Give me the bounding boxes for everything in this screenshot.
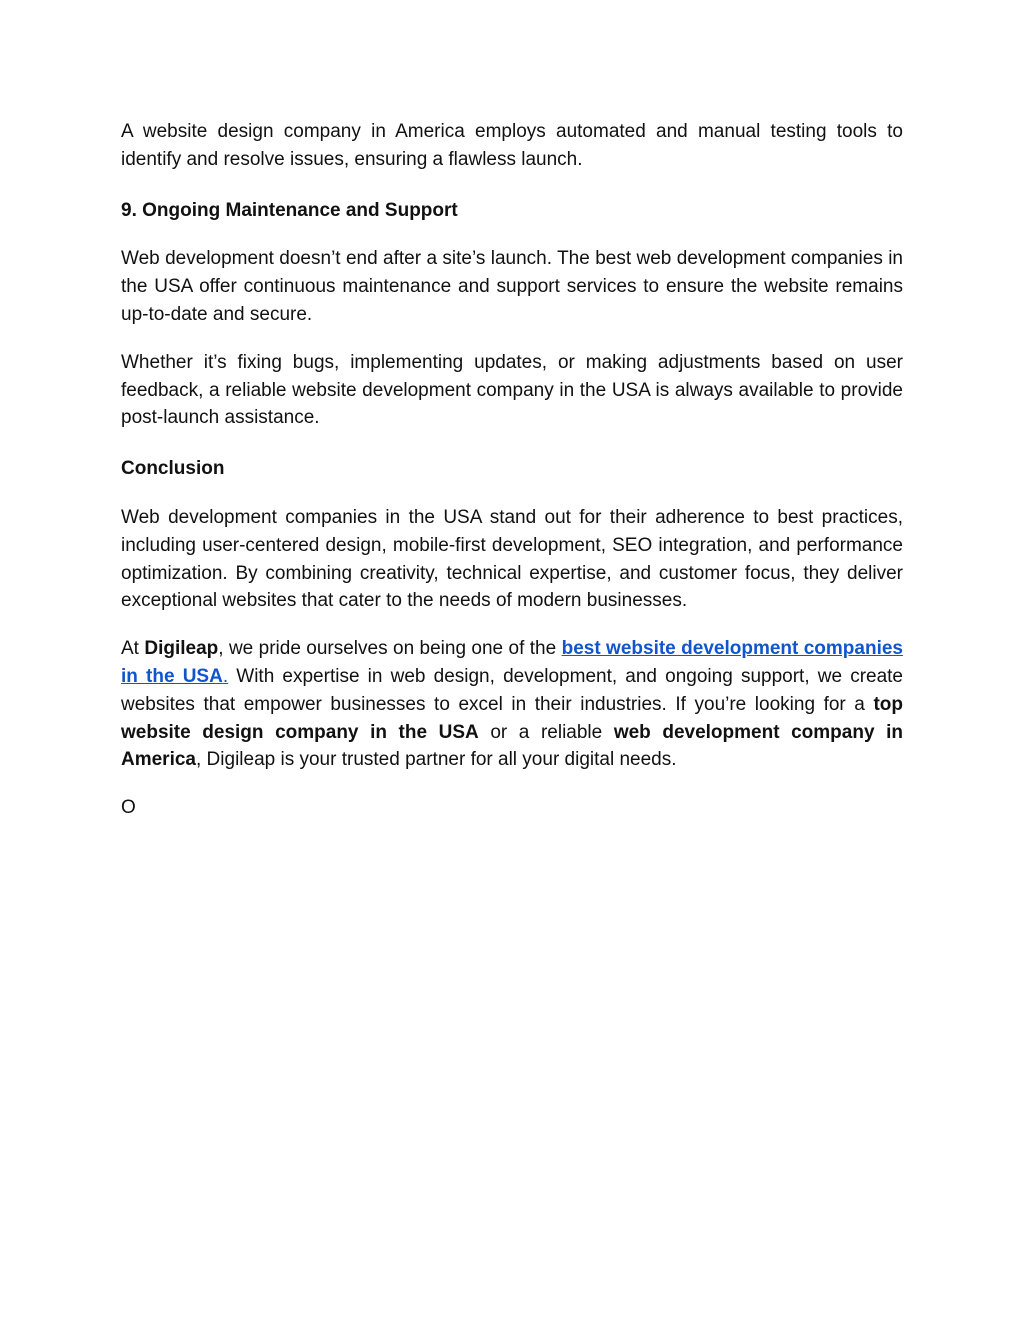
maintenance-paragraph-2: Whether it’s fixing bugs, implementing updates, or making adjustments based on user feedback, a reliable website development company in the USA is always available to provide post-launch assistance. bbox=[121, 351, 903, 429]
final-paragraph bbox=[121, 635, 903, 774]
final-text-4: or a reliable bbox=[478, 721, 614, 743]
section-heading-conclusion: Conclusion bbox=[121, 458, 225, 480]
link-period: . bbox=[222, 665, 229, 687]
section-heading-maintenance: 9. Ongoing Maintenance and Support bbox=[121, 199, 458, 221]
best-companies-link[interactable]: best website development companies in the USA bbox=[121, 638, 904, 687]
intro-paragraph: A website design company in America employs automated and manual testing tools to identify and resolve issues, ensuring a flawless launch. bbox=[121, 121, 903, 170]
bold-phrase-design-company: top website design company in the USA bbox=[121, 693, 903, 743]
conclusion-paragraph: Web development companies in the USA stand out for their adherence to best practices, including user-centered design, mobile-first development, SEO integration, and performance optimization. By combining creativity, technical expertise, and customer focus, they deliver exceptional websites that cater to the needs of modern businesses. bbox=[121, 506, 903, 612]
final-text-3: With expertise in web design, development, and ongoing support, we create websites that empower businesses to excel in their industries. If you’re looking for a bbox=[121, 665, 904, 715]
maintenance-paragraph-1: Web development doesn’t end after a site’s launch. The best web development companies in the USA offer continuous maintenance and support services to ensure the website remains up-to-date and secure. bbox=[121, 248, 903, 325]
final-text-5: , Digileap is your trusted partner for all your digital needs. bbox=[196, 749, 677, 771]
final-text-2: , we pride ourselves on being one of the bbox=[218, 638, 562, 660]
document-page bbox=[121, 118, 903, 842]
bold-phrase-dev-company: web development company in America bbox=[121, 721, 903, 771]
stray-character: O bbox=[121, 797, 136, 819]
final-text-1: At bbox=[121, 638, 145, 660]
brand-name: Digileap bbox=[144, 638, 219, 660]
